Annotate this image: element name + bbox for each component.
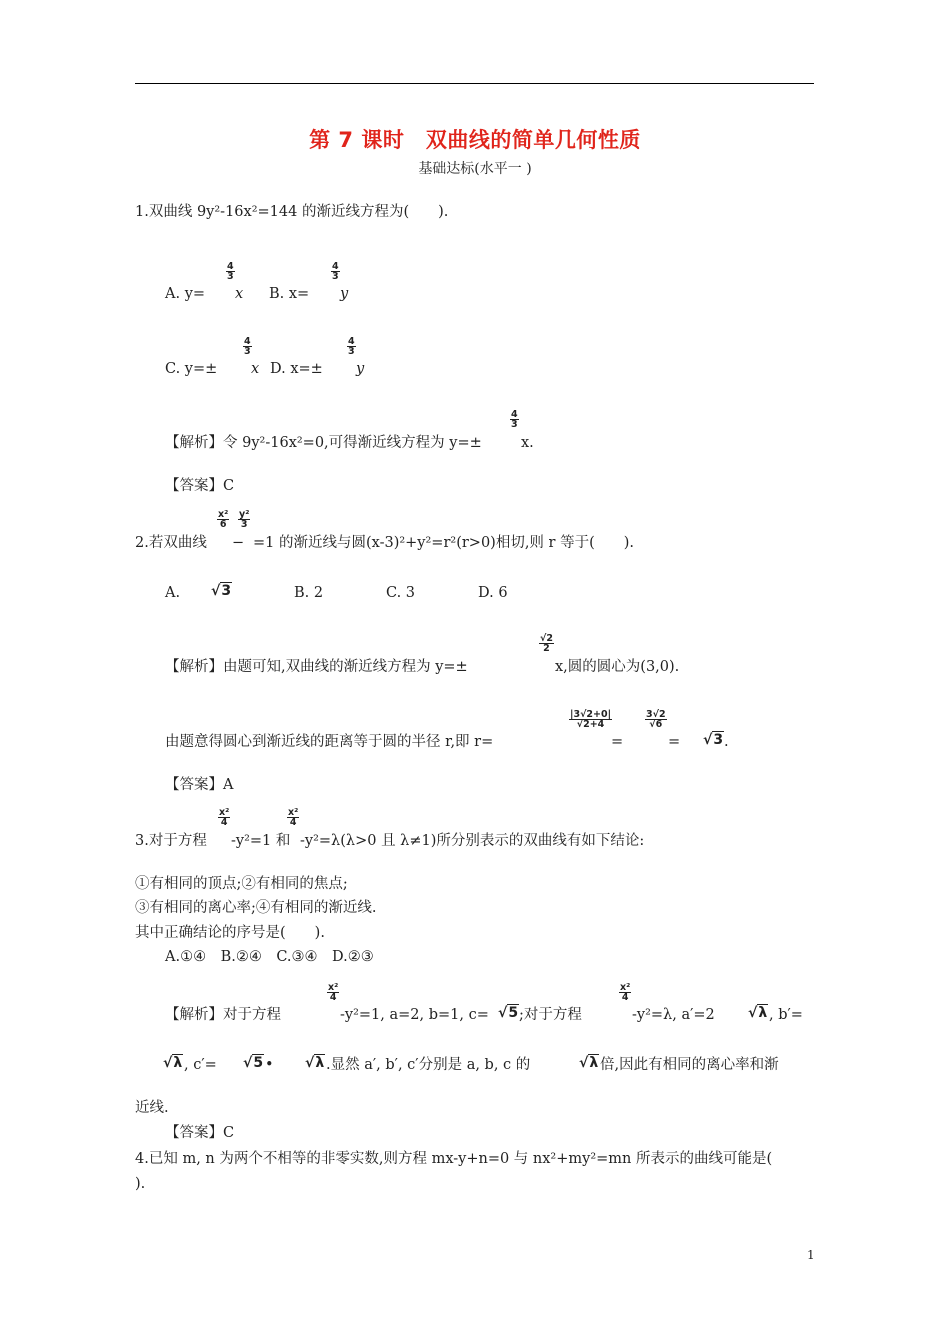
q3-analysis-fraction-2: $\frac{\text{x²}}{4}$	[620, 982, 631, 1003]
q1-option-a: A. y=	[165, 286, 206, 302]
q3-dot: •	[265, 1057, 274, 1073]
q2-result-period: .	[724, 734, 729, 750]
q3-options: A.①④ B.②④ C.③④ D.②③	[165, 949, 374, 965]
q1-analysis-tail: x.	[521, 435, 534, 451]
q1-option-d-var: y	[356, 361, 365, 377]
q4-stem-2: ).	[135, 1176, 146, 1192]
q3-stem-prefix: 3.对于方程	[135, 833, 207, 849]
q3-sqrt-lambda-2: √λ	[163, 1055, 183, 1071]
q3-analysis-middle: -y²=1, a=2, b=1, c=	[340, 1007, 489, 1023]
q3-analysis-end: , b′=	[769, 1007, 803, 1023]
q2-analysis-1: 【解析】由题可知,双曲线的渐近线方程为 y=±	[165, 659, 468, 675]
q3-conclusion-2: ③有相同的离心率;④有相同的渐近线.	[135, 900, 377, 916]
q2-option-d: D. 6	[478, 585, 508, 601]
q3-line2-c: , c′=	[184, 1057, 217, 1073]
q1-stem: 1.双曲线 9y²-16x²=144 的渐近线方程为( ).	[135, 204, 449, 220]
q1-option-a-var: x	[235, 286, 244, 302]
q1-opt-d-fraction: $\frac{4}{3}$	[348, 336, 355, 357]
q2-analysis-2: 由题意得圆心到渐近线的距离等于圆的半径 r,即 r=	[165, 734, 494, 750]
page-number: 1	[807, 1248, 815, 1262]
q3-sqrt-5-line2: √5	[243, 1055, 264, 1071]
q3-line2-tail-2: 倍,因此有相同的离心率和渐	[600, 1057, 779, 1073]
q1-opt-b-fraction: $\frac{4}{3}$	[332, 261, 339, 282]
q3-analysis-prefix: 【解析】对于方程	[165, 1007, 281, 1023]
q2-option-a-sqrt: √3	[211, 583, 232, 599]
page-subtitle: 基础达标(水平一 )	[418, 161, 532, 177]
q2-simplified-fraction: $\frac{3√2}{√6}$	[646, 709, 666, 730]
q3-line2-tail: .显然 a′, b′, c′分别是 a, b, c 的	[326, 1057, 531, 1073]
q1-analysis-fraction: $\frac{4}{3}$	[511, 409, 518, 430]
q3-conclusion-1: ①有相同的顶点;②有相同的焦点;	[135, 876, 348, 892]
q3-fraction-2: $\frac{\text{x²}}{4}$	[288, 807, 299, 828]
q2-fraction-y: $\frac{\text{y²}}{3}$	[239, 509, 250, 530]
q1-opt-c-fraction: $\frac{4}{3}$	[244, 336, 251, 357]
q1-answer: 【答案】C	[165, 478, 235, 494]
q1-option-b: B. x=	[269, 286, 310, 302]
q1-option-b-var: y	[340, 286, 349, 302]
q2-stem-prefix: 2.若双曲线	[135, 535, 207, 551]
q2-fraction-x: $\frac{\text{x²}}{6}$	[218, 509, 229, 530]
q3-analysis-middle-3: -y²=λ, a′=2	[632, 1007, 715, 1023]
q3-conclusion-3: 其中正确结论的序号是( ).	[135, 925, 325, 941]
q2-equals-2: =	[668, 734, 681, 750]
q3-stem-middle: -y²=1 和	[231, 833, 291, 849]
q3-stem-suffix: -y²=λ(λ>0 且 λ≠1)所分别表示的双曲线有如下结论:	[300, 833, 645, 849]
q2-analysis-1-tail: x,圆的圆心为(3,0).	[555, 659, 680, 675]
q2-equals-1: =	[611, 734, 624, 750]
q2-minus: −	[232, 535, 245, 551]
q3-sqrt-5: √5	[498, 1005, 519, 1021]
q3-sqrt-lambda-3: √λ	[305, 1055, 325, 1071]
q3-line3: 近线.	[135, 1100, 169, 1116]
q3-analysis-middle-2: ;对于方程	[519, 1007, 582, 1023]
q1-analysis: 【解析】令 9y²-16x²=0,可得渐近线方程为 y=±	[165, 435, 482, 451]
q4-stem: 4.已知 m, n 为两个不相等的非零实数,则方程 mx-y+n=0 与 nx²+my²=mn 所表示的曲线可能是(	[135, 1151, 773, 1167]
page-title: 第 7 课时 双曲线的简单几何性质	[309, 128, 641, 152]
q2-distance-fraction: $\frac{|3√2+0|}{√2+4}$	[570, 709, 612, 730]
q3-sqrt-lambda-4: √λ	[579, 1055, 599, 1071]
q2-answer: 【答案】A	[165, 777, 234, 793]
q1-option-c-var: x	[251, 361, 260, 377]
q2-result-sqrt: √3	[703, 732, 724, 748]
q2-option-c: C. 3	[386, 585, 416, 601]
q2-option-a: A.	[165, 585, 181, 601]
q3-analysis-fraction-1: $\frac{\text{x²}}{4}$	[328, 982, 339, 1003]
header-rule	[135, 83, 814, 84]
q1-option-c: C. y=±	[165, 361, 218, 377]
q3-sqrt-lambda-1: √λ	[748, 1005, 768, 1021]
q3-fraction-1: $\frac{\text{x²}}{4}$	[219, 807, 230, 828]
q2-option-b: B. 2	[294, 585, 324, 601]
q1-option-d: D. x=±	[270, 361, 323, 377]
q1-opt-a-fraction: $\frac{4}{3}$	[227, 261, 234, 282]
q2-stem-suffix: =1 的渐近线与圆(x-3)²+y²=r²(r>0)相切,则 r 等于( ).	[253, 535, 635, 551]
q3-answer: 【答案】C	[165, 1125, 235, 1141]
q2-analysis-fraction: $\frac{√2}{2}$	[540, 633, 553, 654]
